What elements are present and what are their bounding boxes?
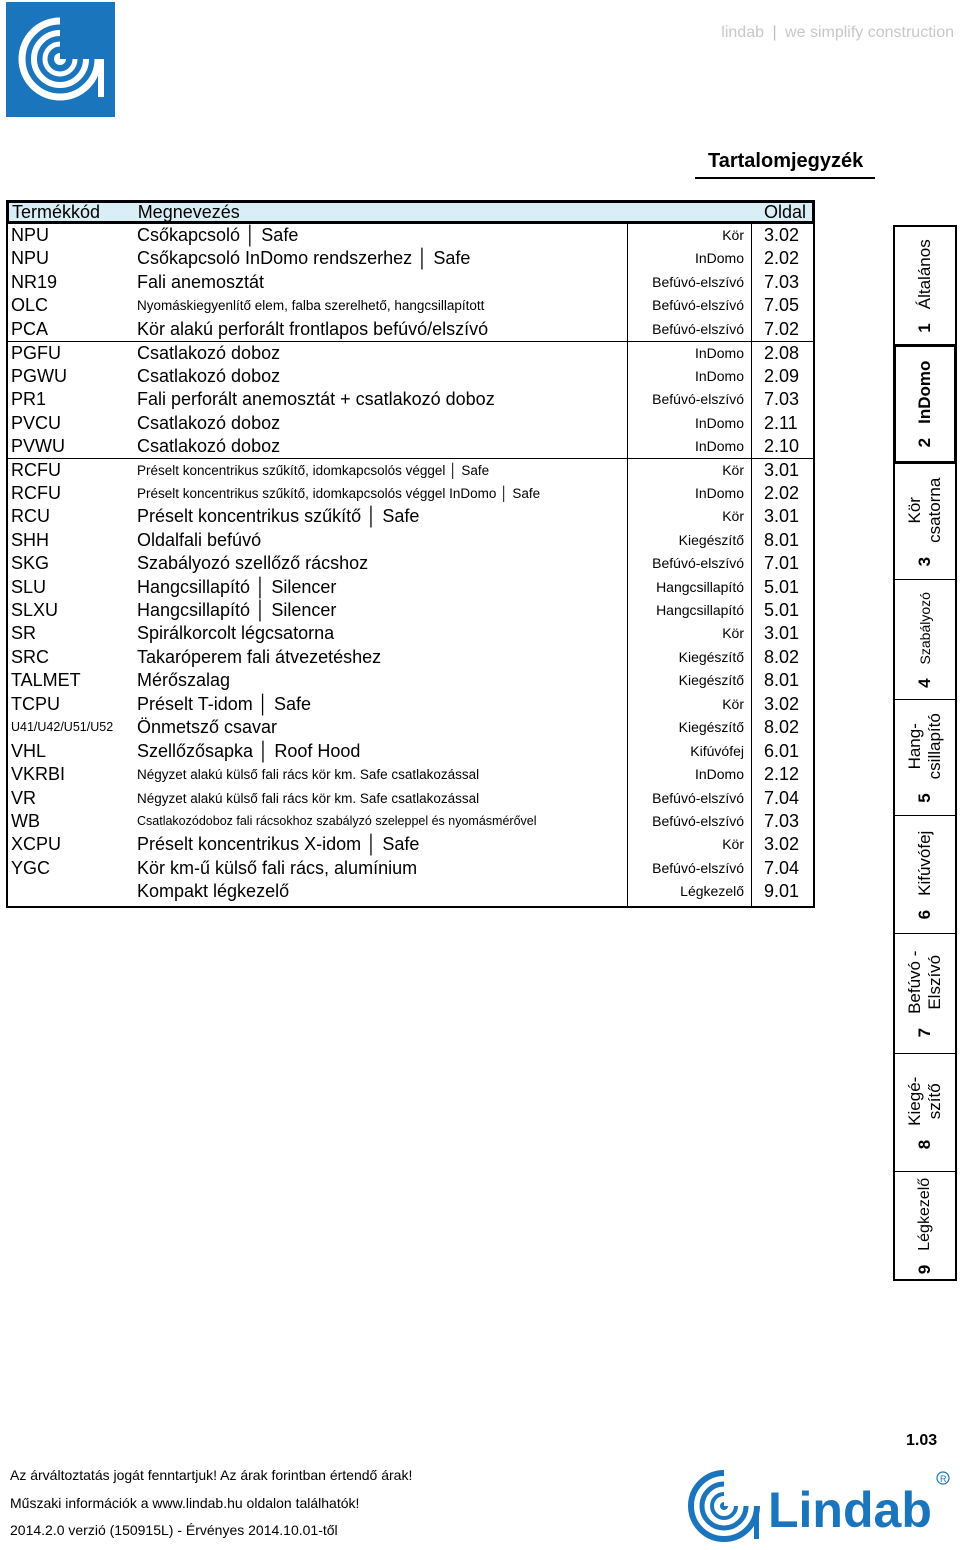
table-row[interactable]	[8, 341, 813, 364]
row-page: 6.01	[751, 740, 813, 763]
row-name: Fali anemosztát	[137, 271, 265, 292]
table-row[interactable]	[8, 833, 813, 856]
row-page: 2.12	[751, 763, 813, 786]
table-row[interactable]	[8, 763, 813, 786]
row-category: InDomo	[627, 412, 751, 435]
footer-line-3: 2014.2.0 verzió (150915L) - Érvényes 2014.10.01-től	[10, 1522, 338, 1538]
lindab-logo-mark	[6, 2, 115, 117]
tab-label: Általános	[915, 238, 934, 309]
tab-content	[905, 713, 945, 803]
row-page: 2.02	[751, 247, 813, 270]
row-code: RCFU	[11, 460, 61, 481]
row-code: RCU	[11, 506, 50, 527]
row-page: 2.08	[751, 342, 813, 364]
row-code: VR	[11, 787, 37, 808]
table-row[interactable]	[8, 810, 813, 833]
row-name: Fali perforált anemosztát + csatlakozó doboz	[137, 389, 495, 410]
header-category	[626, 203, 750, 221]
row-name: Préselt T-idom │ Safe	[137, 693, 311, 714]
row-code: PGFU	[11, 343, 62, 364]
table-row[interactable]	[8, 388, 813, 411]
lindab-wordmark	[686, 1466, 956, 1546]
table-row[interactable]	[8, 224, 813, 247]
tab-szabalyozo[interactable]	[895, 580, 955, 700]
row-category: Kör	[627, 693, 751, 716]
chapter-tabs	[893, 225, 957, 1281]
row-code: TALMET	[11, 670, 81, 691]
row-category: Kiegészítő	[627, 529, 751, 552]
table-row[interactable]	[8, 458, 813, 481]
table-row[interactable]	[8, 552, 813, 575]
row-name: Nyomáskiegyenlítő elem, falba szerelhető, hangcsillapított	[137, 298, 485, 314]
tab-legkezelo[interactable]	[895, 1172, 955, 1279]
slogan-separator: |	[772, 24, 777, 41]
row-page: 7.03	[751, 271, 813, 294]
row-code: SR	[11, 623, 37, 644]
tab-label	[905, 713, 945, 779]
toc-table	[6, 200, 815, 908]
tab-label: Szabályozó	[917, 591, 933, 664]
row-code: SHH	[11, 529, 50, 550]
row-code: TCPU	[11, 693, 60, 714]
row-category: Befúvó-elszívó	[627, 552, 751, 575]
row-name: Szabályozó szellőző rácshoz	[137, 553, 369, 574]
row-category: Befúvó-elszívó	[627, 318, 751, 341]
row-code: OLC	[11, 295, 49, 316]
tab-number: 2	[915, 437, 934, 448]
row-name: Kör alakú perforált frontlapos befúvó/elszívó	[137, 318, 489, 339]
tab-hangcsillapito[interactable]	[895, 700, 955, 816]
table-row[interactable]	[8, 646, 813, 669]
tab-number: 9	[915, 1264, 934, 1274]
row-category: InDomo	[627, 435, 751, 458]
tab-label-line1: Befúvó -	[905, 950, 924, 1014]
tab-number: 6	[915, 909, 934, 919]
tab-label-line2: csillapító	[925, 712, 944, 779]
slogan-text: we simplify construction	[785, 24, 954, 41]
table-row[interactable]	[8, 247, 813, 270]
row-page: 7.03	[751, 388, 813, 411]
row-code: PVCU	[11, 412, 62, 433]
row-page: 2.10	[751, 435, 813, 458]
registered-mark-text: R	[940, 1474, 947, 1484]
row-page: 3.01	[751, 622, 813, 645]
row-page: 5.01	[751, 599, 813, 622]
tab-content	[915, 239, 935, 332]
row-category: Kör	[627, 459, 751, 481]
row-category: Kiegészítő	[627, 646, 751, 669]
header-page: Oldal	[763, 202, 807, 222]
table-row[interactable]	[8, 529, 813, 552]
row-code: SLU	[11, 576, 47, 597]
row-code: RCFU	[11, 482, 61, 503]
table-row[interactable]	[8, 599, 813, 622]
tab-befuvo-elszivo[interactable]	[895, 934, 955, 1054]
tab-label-line1: Hang-	[905, 722, 924, 769]
table-row[interactable]	[8, 576, 813, 599]
table-row[interactable]	[8, 857, 813, 880]
row-name: Négyzet alakú külső fali rács kör km. Safe csatlakozással	[137, 790, 480, 806]
tab-label-line1: Kiegé-	[905, 1076, 924, 1126]
slogan-brand: lindab	[721, 24, 764, 41]
brand-text: Lindab	[768, 1482, 932, 1538]
tab-content	[905, 950, 945, 1037]
row-code: VHL	[11, 740, 47, 761]
tab-label-line1: Kör	[905, 496, 924, 524]
table-row[interactable]	[8, 412, 813, 435]
table-row[interactable]	[8, 693, 813, 716]
row-category: InDomo	[627, 247, 751, 270]
tab-content	[905, 477, 945, 566]
row-name: Csatlakozó doboz	[137, 412, 281, 433]
row-code: PVWU	[11, 435, 65, 456]
row-page: 2.02	[751, 482, 813, 505]
table-row[interactable]	[8, 880, 813, 906]
row-code: YGC	[11, 857, 51, 878]
row-page: 7.04	[751, 857, 813, 880]
row-page: 3.01	[751, 505, 813, 528]
tab-kor-csatorna[interactable]	[895, 464, 955, 580]
row-name: Préselt koncentrikus szűkítő, idomkapcsolós véggel InDomo │ Safe	[137, 485, 541, 501]
row-page: 3.01	[751, 459, 813, 481]
row-code: NPU	[11, 248, 50, 269]
row-name: Hangcsillapító │ Silencer	[137, 576, 337, 597]
row-code: SLXU	[11, 600, 59, 620]
tab-content	[915, 361, 935, 448]
table-row[interactable]	[8, 318, 813, 341]
row-category: Befúvó-elszívó	[627, 787, 751, 810]
row-page: 8.01	[751, 669, 813, 692]
row-page: 2.11	[751, 412, 813, 435]
row-name: Kör km-ű külső fali rács, alumínium	[137, 857, 418, 878]
row-code: WB	[11, 810, 40, 831]
row-code: U41/U42/U51/U52	[11, 720, 114, 735]
row-name: Önmetsző csavar	[137, 717, 278, 738]
row-code: PCA	[11, 318, 49, 339]
row-category: Hangcsillapító	[627, 576, 751, 599]
tab-label	[905, 950, 945, 1013]
tab-label: Kifúvófej	[915, 830, 934, 896]
row-page: 3.02	[751, 833, 813, 856]
row-category: InDomo	[627, 342, 751, 364]
tab-indomo[interactable]	[893, 344, 957, 464]
table-row[interactable]	[8, 365, 813, 388]
row-page: 2.09	[751, 365, 813, 388]
table-row[interactable]	[8, 716, 813, 739]
row-page: 3.02	[751, 693, 813, 716]
row-category: Kifúvófej	[627, 740, 751, 763]
row-code	[8, 880, 135, 906]
tab-label-line2: csatorna	[925, 477, 944, 543]
row-category: Befúvó-elszívó	[627, 388, 751, 411]
table-row[interactable]	[8, 505, 813, 528]
row-category: Hangcsillapító	[627, 599, 751, 622]
table-row[interactable]	[8, 669, 813, 692]
row-page: 7.04	[751, 787, 813, 810]
row-name: Takaróperem fali átvezetéshez	[137, 646, 382, 667]
tab-altalanos[interactable]	[895, 227, 955, 345]
row-code: PGWU	[11, 365, 67, 386]
row-code: XCPU	[11, 834, 62, 855]
tab-kiegeszito[interactable]	[895, 1054, 955, 1172]
tab-content	[915, 592, 935, 688]
tab-content	[905, 1076, 945, 1149]
row-name: Csatlakozódoboz fali rácsokhoz szabályzó szeleppel és nyomásmérővel	[137, 813, 537, 828]
row-code: PR1	[11, 389, 47, 410]
row-category: InDomo	[627, 482, 751, 505]
row-name: Csőkapcsoló │ Safe	[137, 225, 299, 245]
tab-label	[905, 477, 945, 542]
row-page: 8.02	[751, 716, 813, 739]
page-title: Tartalomjegyzék	[708, 150, 864, 172]
page-number: 1.03	[906, 1432, 938, 1449]
table-row[interactable]	[8, 622, 813, 645]
table-row[interactable]	[8, 787, 813, 810]
row-page: 7.03	[751, 810, 813, 833]
table-header-row	[6, 200, 815, 224]
slogan	[721, 24, 954, 42]
tab-number: 5	[915, 792, 934, 803]
footer-line-2: Műszaki információk a www.lindab.hu oldalon találhatók!	[10, 1494, 360, 1511]
row-category: InDomo	[627, 365, 751, 388]
row-name: Préselt koncentrikus X-idom │ Safe	[137, 834, 420, 855]
header-name: Megnevezés	[137, 203, 240, 221]
row-code: SRC	[11, 646, 50, 667]
row-name: Csatlakozó doboz	[137, 435, 281, 456]
footer-notes	[10, 1462, 412, 1545]
row-page: 9.01	[751, 880, 813, 906]
row-name: Mérőszalag	[137, 670, 231, 691]
row-category: InDomo	[627, 763, 751, 786]
tab-content	[915, 830, 935, 919]
row-code: NPU	[11, 225, 50, 245]
row-category: Kiegészítő	[627, 716, 751, 739]
tab-content	[915, 1177, 935, 1273]
row-category: Kiegészítő	[627, 669, 751, 692]
row-page: 7.05	[751, 294, 813, 317]
table-row[interactable]	[8, 271, 813, 294]
row-name: Csatlakozó doboz	[137, 343, 281, 364]
row-name: Csatlakozó doboz	[137, 365, 281, 386]
tab-number: 7	[915, 1027, 934, 1037]
concentric-rings-icon	[6, 2, 115, 117]
row-category: Befúvó-elszívó	[627, 857, 751, 880]
tab-label	[905, 1076, 945, 1125]
row-page: 7.01	[751, 552, 813, 575]
lindab-rings-icon	[691, 1469, 760, 1539]
row-code: NR19	[11, 271, 58, 292]
row-code: SKG	[11, 553, 50, 574]
table-row[interactable]	[8, 482, 813, 505]
row-category: Kör	[627, 224, 751, 247]
tab-label: InDomo	[915, 360, 934, 424]
tab-label-line2: Elszívó	[925, 954, 944, 1010]
header-code: Termékkód	[12, 203, 101, 221]
row-name: Hangcsillapító │ Silencer	[137, 600, 337, 620]
row-category: Kör	[627, 833, 751, 856]
footer-line-1: Az árváltoztatás jogát fenntartjuk! Az árak forintban értendő árak!	[10, 1467, 413, 1483]
tab-number: 1	[915, 322, 934, 333]
table-row[interactable]	[8, 294, 813, 317]
table-row[interactable]	[8, 740, 813, 763]
row-category: Befúvó-elszívó	[627, 294, 751, 317]
tab-label: Légkezelő	[916, 1177, 933, 1251]
tab-number: 3	[915, 556, 934, 566]
row-name: Préselt koncentrikus szűkítő │ Safe	[137, 506, 420, 527]
title-underline	[695, 177, 875, 179]
row-page: 7.02	[751, 318, 813, 341]
row-code: VKRBI	[11, 764, 66, 785]
row-page: 8.01	[751, 529, 813, 552]
row-name: Préselt koncentrikus szűkítő, idomkapcsolós véggel │ Safe	[137, 463, 490, 479]
row-page: 5.01	[751, 576, 813, 599]
row-name: Spirálkorcolt légcsatorna	[137, 623, 335, 644]
row-name: Négyzet alakú külső fali rács kör km. Safe csatlakozással	[137, 767, 480, 783]
row-category: Kör	[627, 622, 751, 645]
row-name: Oldalfali befúvó	[137, 529, 262, 550]
row-category: Kör	[627, 505, 751, 528]
tab-number: 8	[915, 1139, 934, 1149]
lindab-brand-logo	[686, 1466, 956, 1546]
tab-number: 4	[915, 677, 934, 688]
row-name: Kompakt légkezelő	[137, 881, 290, 902]
tab-label-line2: szítő	[925, 1082, 944, 1119]
row-name: Szellőzősapka │ Roof Hood	[137, 740, 361, 761]
row-page: 8.02	[751, 646, 813, 669]
row-category: Befúvó-elszívó	[627, 271, 751, 294]
row-page: 3.02	[751, 224, 813, 247]
row-name: Csőkapcsoló InDomo rendszerhez │ Safe	[137, 248, 471, 269]
row-category: Befúvó-elszívó	[627, 810, 751, 833]
row-category: Légkezelő	[627, 880, 751, 906]
table-row[interactable]	[8, 435, 813, 458]
tab-kifuvofej[interactable]	[895, 816, 955, 934]
